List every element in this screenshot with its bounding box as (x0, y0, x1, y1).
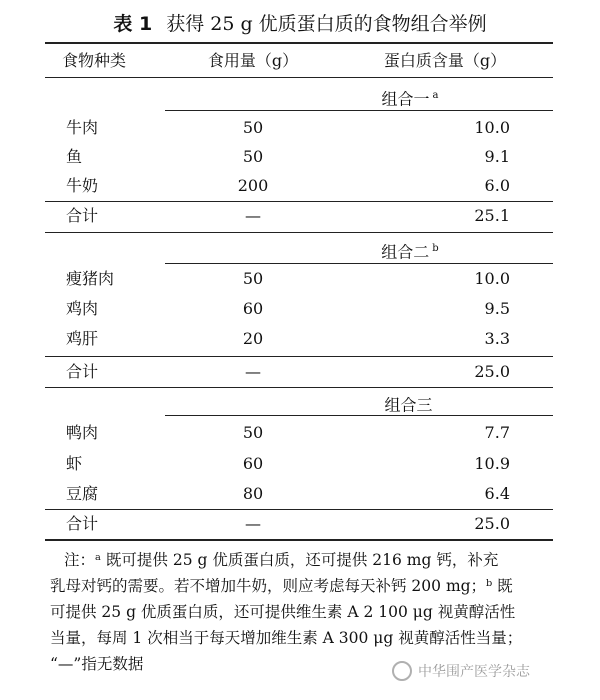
food-protein: 3.3 (484, 329, 510, 348)
group-label-2: 组合二 $^b$ (381, 242, 439, 262)
footnote-line: 乳母对钙的需要。若不增加牛奶，则应考虑每天补钙 200 mg；ᵇ 既 (50, 577, 513, 595)
food-name: 牛肉 (66, 118, 99, 137)
footnote-line: 可提供 25 g 优质蛋白质，还可提供维生素 A 2 100 μg 视黄醇活性 (50, 603, 516, 621)
food-amount: 60 (242, 299, 264, 318)
subtotal-rule-1 (45, 201, 553, 202)
food-amount: 60 (242, 454, 264, 473)
food-name: 鸭肉 (66, 423, 99, 442)
group-rule-1 (165, 110, 553, 111)
food-amount: 20 (242, 329, 264, 348)
group-label-1: 组合一 $^a$ (381, 89, 439, 109)
table-title (0, 10, 600, 38)
group-separator-1 (45, 232, 553, 233)
food-protein: 6.0 (484, 176, 510, 195)
food-amount: 50 (242, 423, 264, 442)
watermark (392, 660, 592, 684)
total-label: 合计 (66, 514, 99, 533)
food-amount: 50 (242, 147, 264, 166)
food-protein: 10.9 (474, 454, 510, 473)
header-protein: 蛋白质含量（g） (383, 51, 507, 70)
total-label: 合计 (66, 362, 99, 381)
food-amount: 80 (242, 484, 264, 503)
food-amount: 50 (242, 118, 264, 137)
subtotal-rule-2 (45, 356, 553, 357)
group-separator-2 (45, 387, 553, 388)
total-amount: — (245, 206, 261, 225)
total-protein: 25.0 (474, 362, 510, 381)
total-amount: — (245, 362, 261, 381)
table-footnote (50, 547, 560, 677)
wechat-icon (392, 661, 412, 681)
total-label: 合计 (66, 206, 99, 225)
header-rule (45, 77, 553, 78)
subtotal-rule-3 (45, 509, 553, 510)
total-amount: — (245, 514, 261, 533)
total-protein: 25.1 (474, 206, 510, 225)
footnote-line: 当量，每周 1 次相当于每天增加维生素 A 300 μg 视黄醇活性当量； (50, 629, 523, 647)
food-amount: 50 (242, 269, 264, 288)
food-amount: 200 (237, 176, 269, 195)
group-rule-2 (165, 263, 553, 264)
header-food-type: 食物种类 (62, 51, 127, 70)
table-number: 表 1 (113, 13, 153, 35)
food-protein: 7.7 (484, 423, 510, 442)
header-amount: 食用量（g） (207, 51, 299, 70)
total-protein: 25.0 (474, 514, 510, 533)
food-name: 豆腐 (66, 484, 99, 503)
watermark-text: 中华围产医学杂志 (418, 664, 530, 680)
table-caption: 获得 25 g 优质蛋白质的食物组合举例 (166, 13, 487, 35)
food-protein: 9.1 (484, 147, 510, 166)
food-name: 牛奶 (66, 176, 99, 195)
group-rule-3 (165, 415, 553, 416)
food-name: 鸡肝 (66, 329, 99, 348)
food-name: 虾 (66, 454, 83, 473)
group-label-3: 组合三 (384, 395, 433, 415)
food-protein: 10.0 (474, 118, 510, 137)
footnote-line: “—”指无数据 (50, 655, 144, 673)
food-protein: 6.4 (484, 484, 510, 503)
food-protein: 9.5 (484, 299, 510, 318)
footnote-line: 注：ᵃ 既可提供 25 g 优质蛋白质，还可提供 216 mg 钙，补充 (64, 551, 499, 569)
food-name: 瘦猪肉 (66, 269, 115, 288)
food-protein: 10.0 (474, 269, 510, 288)
bottom-rule (45, 539, 553, 541)
top-rule (45, 42, 553, 44)
food-name: 鸡肉 (66, 299, 99, 318)
food-name: 鱼 (66, 147, 83, 166)
